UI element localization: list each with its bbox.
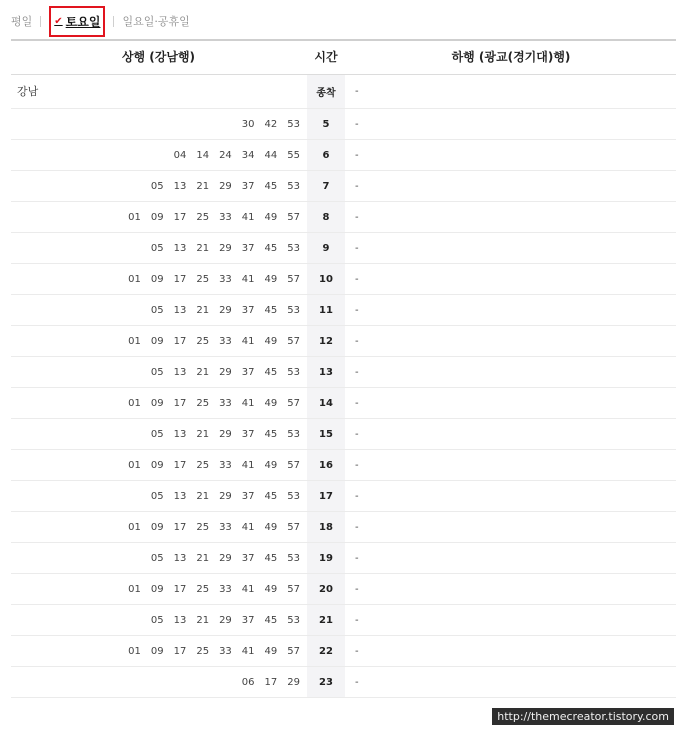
watermark: http://themecreator.tistory.com	[492, 708, 674, 725]
tab-saturday[interactable]	[49, 6, 105, 37]
hour-label: 6	[307, 140, 345, 170]
hour-row	[11, 171, 676, 202]
departure-minute: 57	[287, 645, 300, 657]
checkmark-icon: ✔	[54, 15, 63, 27]
departure-minute: 06	[241, 676, 255, 688]
up-minutes	[232, 109, 300, 139]
hour-label: 5	[307, 109, 345, 139]
time-header: 시간	[314, 50, 338, 64]
departure-minute: 05	[150, 242, 164, 254]
tab-divider	[113, 16, 114, 27]
departure-minute: 09	[150, 211, 164, 223]
departure-minute: 25	[196, 273, 210, 285]
departure-minute: 41	[241, 459, 255, 471]
timetable	[11, 39, 676, 698]
down-departure: -	[355, 490, 359, 502]
departure-minute: 33	[219, 583, 232, 595]
station-name: 강남	[17, 85, 39, 98]
departure-minute: 25	[196, 583, 210, 595]
down-departure: -	[355, 304, 359, 316]
departure-minute: 45	[264, 614, 278, 626]
hour-label: 11	[307, 295, 345, 325]
departure-minute: 17	[173, 273, 187, 285]
departure-minute: 30	[241, 118, 255, 130]
hour-label: 22	[307, 636, 345, 666]
departure-minute: 57	[287, 459, 300, 471]
departure-minute: 41	[241, 645, 255, 657]
departure-minute: 17	[173, 645, 187, 657]
hour-label: 13	[307, 357, 345, 387]
departure-minute: 29	[219, 614, 232, 626]
departure-minute: 41	[241, 335, 255, 347]
departure-minute: 49	[264, 397, 278, 409]
departure-minute: 33	[219, 645, 232, 657]
day-tabs	[11, 6, 190, 36]
departure-minute: 09	[150, 397, 164, 409]
departure-minute: 01	[128, 645, 141, 657]
down-departure: -	[355, 366, 359, 378]
departure-minute: 49	[264, 583, 278, 595]
departure-minute: 49	[264, 645, 278, 657]
departure-minute: 05	[150, 614, 164, 626]
departure-minute: 21	[196, 366, 210, 378]
departure-minute: 05	[150, 180, 164, 192]
departure-minute: 09	[150, 335, 164, 347]
departure-minute: 25	[196, 459, 210, 471]
timetable-header	[11, 41, 676, 75]
hour-row	[11, 109, 676, 140]
departure-minute: 37	[241, 180, 255, 192]
departure-minute: 45	[264, 242, 278, 254]
departure-minute: 45	[264, 180, 278, 192]
down-departure: -	[355, 676, 359, 688]
up-minutes	[232, 667, 300, 697]
departure-minute: 24	[219, 149, 232, 161]
departure-minute: 09	[150, 645, 164, 657]
down-departure: -	[355, 428, 359, 440]
departure-minute: 45	[264, 366, 278, 378]
hour-row	[11, 667, 676, 698]
departure-minute: 01	[128, 397, 141, 409]
departure-minute: 17	[173, 583, 187, 595]
departure-minute: 01	[128, 521, 141, 533]
down-departure: -	[355, 552, 359, 564]
down-departure: -	[355, 645, 359, 657]
departure-minute: 21	[196, 242, 210, 254]
departure-minute: 53	[287, 614, 300, 626]
departure-minute: 49	[264, 335, 278, 347]
down-departure: -	[355, 86, 359, 97]
departure-minute: 53	[287, 366, 300, 378]
departure-minute: 42	[264, 118, 278, 130]
hour-row	[11, 202, 676, 233]
departure-minute: 13	[173, 552, 187, 564]
hour-label: 7	[307, 171, 345, 201]
hour-label: 21	[307, 605, 345, 635]
departure-minute: 29	[219, 304, 232, 316]
departure-minute: 21	[196, 552, 210, 564]
departure-minute: 34	[241, 149, 255, 161]
down-departure: -	[355, 180, 359, 192]
tab-weekday[interactable]: 평일	[11, 15, 33, 28]
departure-minute: 21	[196, 304, 210, 316]
hour-label: 14	[307, 388, 345, 418]
hour-row	[11, 512, 676, 543]
departure-minute: 53	[287, 118, 300, 130]
down-departure: -	[355, 614, 359, 626]
up-minutes	[141, 481, 300, 511]
hour-label: 16	[307, 450, 345, 480]
station-row	[11, 75, 676, 109]
departure-minute: 37	[241, 366, 255, 378]
departure-minute: 37	[241, 614, 255, 626]
departure-minute: 01	[128, 583, 141, 595]
departure-minute: 29	[219, 490, 232, 502]
hour-label: 15	[307, 419, 345, 449]
hour-row	[11, 388, 676, 419]
hour-label: 23	[307, 667, 345, 697]
hour-label: 8	[307, 202, 345, 232]
up-minutes	[141, 233, 300, 263]
up-minutes	[118, 388, 300, 418]
departure-minute: 57	[287, 335, 300, 347]
down-departure: -	[355, 242, 359, 254]
departure-minute: 55	[287, 149, 300, 161]
departure-minute: 25	[196, 397, 210, 409]
hour-row	[11, 605, 676, 636]
hour-row	[11, 264, 676, 295]
departure-minute: 13	[173, 614, 187, 626]
up-minutes	[141, 605, 300, 635]
departure-minute: 21	[196, 614, 210, 626]
departure-minute: 25	[196, 521, 210, 533]
departure-minute: 53	[287, 490, 300, 502]
departure-minute: 01	[128, 273, 141, 285]
departure-minute: 49	[264, 273, 278, 285]
up-minutes	[141, 171, 300, 201]
departure-minute: 01	[128, 335, 141, 347]
departure-minute: 13	[173, 366, 187, 378]
departure-minute: 05	[150, 304, 164, 316]
departure-minute: 25	[196, 335, 210, 347]
down-departure: -	[355, 583, 359, 595]
down-departure: -	[355, 521, 359, 533]
tab-divider	[40, 16, 41, 27]
up-minutes	[118, 636, 300, 666]
up-minutes	[141, 357, 300, 387]
departure-minute: 25	[196, 645, 210, 657]
down-departure: -	[355, 335, 359, 347]
terminal-label: 종착	[307, 75, 345, 108]
departure-minute: 37	[241, 242, 255, 254]
departure-minute: 57	[287, 521, 300, 533]
departure-minute: 33	[219, 459, 232, 471]
departure-minute: 05	[150, 428, 164, 440]
departure-minute: 25	[196, 211, 210, 223]
departure-minute: 17	[173, 459, 187, 471]
up-minutes	[118, 574, 300, 604]
departure-minute: 53	[287, 242, 300, 254]
departure-minute: 09	[150, 459, 164, 471]
departure-minute: 17	[173, 397, 187, 409]
hour-label: 17	[307, 481, 345, 511]
down-departure: -	[355, 273, 359, 285]
timetable-rows	[11, 109, 676, 698]
up-minutes	[164, 140, 300, 170]
departure-minute: 45	[264, 490, 278, 502]
hour-row	[11, 543, 676, 574]
hour-label: 18	[307, 512, 345, 542]
departure-minute: 41	[241, 583, 255, 595]
departure-minute: 29	[219, 428, 232, 440]
departure-minute: 13	[173, 180, 187, 192]
departure-minute: 17	[264, 676, 278, 688]
departure-minute: 13	[173, 490, 187, 502]
departure-minute: 45	[264, 552, 278, 564]
departure-minute: 13	[173, 428, 187, 440]
departure-minute: 33	[219, 273, 232, 285]
up-minutes	[141, 543, 300, 573]
departure-minute: 29	[219, 552, 232, 564]
departure-minute: 29	[219, 242, 232, 254]
departure-minute: 33	[219, 397, 232, 409]
up-minutes	[141, 295, 300, 325]
departure-minute: 57	[287, 397, 300, 409]
departure-minute: 17	[173, 211, 187, 223]
departure-minute: 09	[150, 521, 164, 533]
departure-minute: 29	[219, 180, 232, 192]
departure-minute: 33	[219, 521, 232, 533]
departure-minute: 53	[287, 304, 300, 316]
departure-minute: 45	[264, 428, 278, 440]
departure-minute: 09	[150, 583, 164, 595]
departure-minute: 33	[219, 335, 232, 347]
departure-minute: 14	[196, 149, 210, 161]
departure-minute: 04	[173, 149, 187, 161]
departure-minute: 53	[287, 428, 300, 440]
departure-minute: 49	[264, 521, 278, 533]
departure-minute: 45	[264, 304, 278, 316]
departure-minute: 05	[150, 366, 164, 378]
departure-minute: 37	[241, 304, 255, 316]
up-minutes	[118, 512, 300, 542]
hour-label: 19	[307, 543, 345, 573]
hour-label: 20	[307, 574, 345, 604]
departure-minute: 41	[241, 273, 255, 285]
departure-minute: 37	[241, 428, 255, 440]
hour-row	[11, 419, 676, 450]
hour-row	[11, 295, 676, 326]
departure-minute: 33	[219, 211, 232, 223]
tab-saturday-label: 토요일	[65, 14, 101, 29]
departure-minute: 41	[241, 211, 255, 223]
hour-row	[11, 326, 676, 357]
hour-row	[11, 140, 676, 171]
hour-row	[11, 357, 676, 388]
hour-row	[11, 450, 676, 481]
up-minutes	[118, 264, 300, 294]
departure-minute: 01	[128, 211, 141, 223]
departure-minute: 49	[264, 211, 278, 223]
departure-minute: 57	[287, 583, 300, 595]
up-minutes	[141, 419, 300, 449]
down-departure: -	[355, 397, 359, 409]
departure-minute: 21	[196, 180, 210, 192]
departure-minute: 13	[173, 242, 187, 254]
up-direction-header: 상행 (강남행)	[121, 50, 196, 64]
hour-label: 9	[307, 233, 345, 263]
tab-sunday-holiday[interactable]: 일요일·공휴일	[122, 15, 190, 28]
down-departure: -	[355, 459, 359, 471]
departure-minute: 57	[287, 211, 300, 223]
departure-minute: 41	[241, 521, 255, 533]
departure-minute: 21	[196, 490, 210, 502]
hour-label: 10	[307, 264, 345, 294]
departure-minute: 05	[150, 552, 164, 564]
departure-minute: 37	[241, 490, 255, 502]
up-minutes	[118, 450, 300, 480]
hour-row	[11, 481, 676, 512]
departure-minute: 29	[219, 366, 232, 378]
departure-minute: 29	[287, 676, 300, 688]
up-minutes	[118, 326, 300, 356]
departure-minute: 05	[150, 490, 164, 502]
up-minutes	[118, 202, 300, 232]
departure-minute: 53	[287, 180, 300, 192]
departure-minute: 09	[150, 273, 164, 285]
departure-minute: 17	[173, 335, 187, 347]
departure-minute: 57	[287, 273, 300, 285]
departure-minute: 01	[128, 459, 141, 471]
departure-minute: 37	[241, 552, 255, 564]
departure-minute: 41	[241, 397, 255, 409]
down-departure: -	[355, 118, 359, 130]
departure-minute: 53	[287, 552, 300, 564]
hour-label: 12	[307, 326, 345, 356]
departure-minute: 49	[264, 459, 278, 471]
hour-row	[11, 574, 676, 605]
down-direction-header: 하행 (광교(경기대)행)	[451, 50, 571, 64]
departure-minute: 17	[173, 521, 187, 533]
departure-minute: 13	[173, 304, 187, 316]
down-departure: -	[355, 211, 359, 223]
hour-row	[11, 233, 676, 264]
departure-minute: 21	[196, 428, 210, 440]
departure-minute: 44	[264, 149, 278, 161]
hour-row	[11, 636, 676, 667]
down-departure: -	[355, 149, 359, 161]
